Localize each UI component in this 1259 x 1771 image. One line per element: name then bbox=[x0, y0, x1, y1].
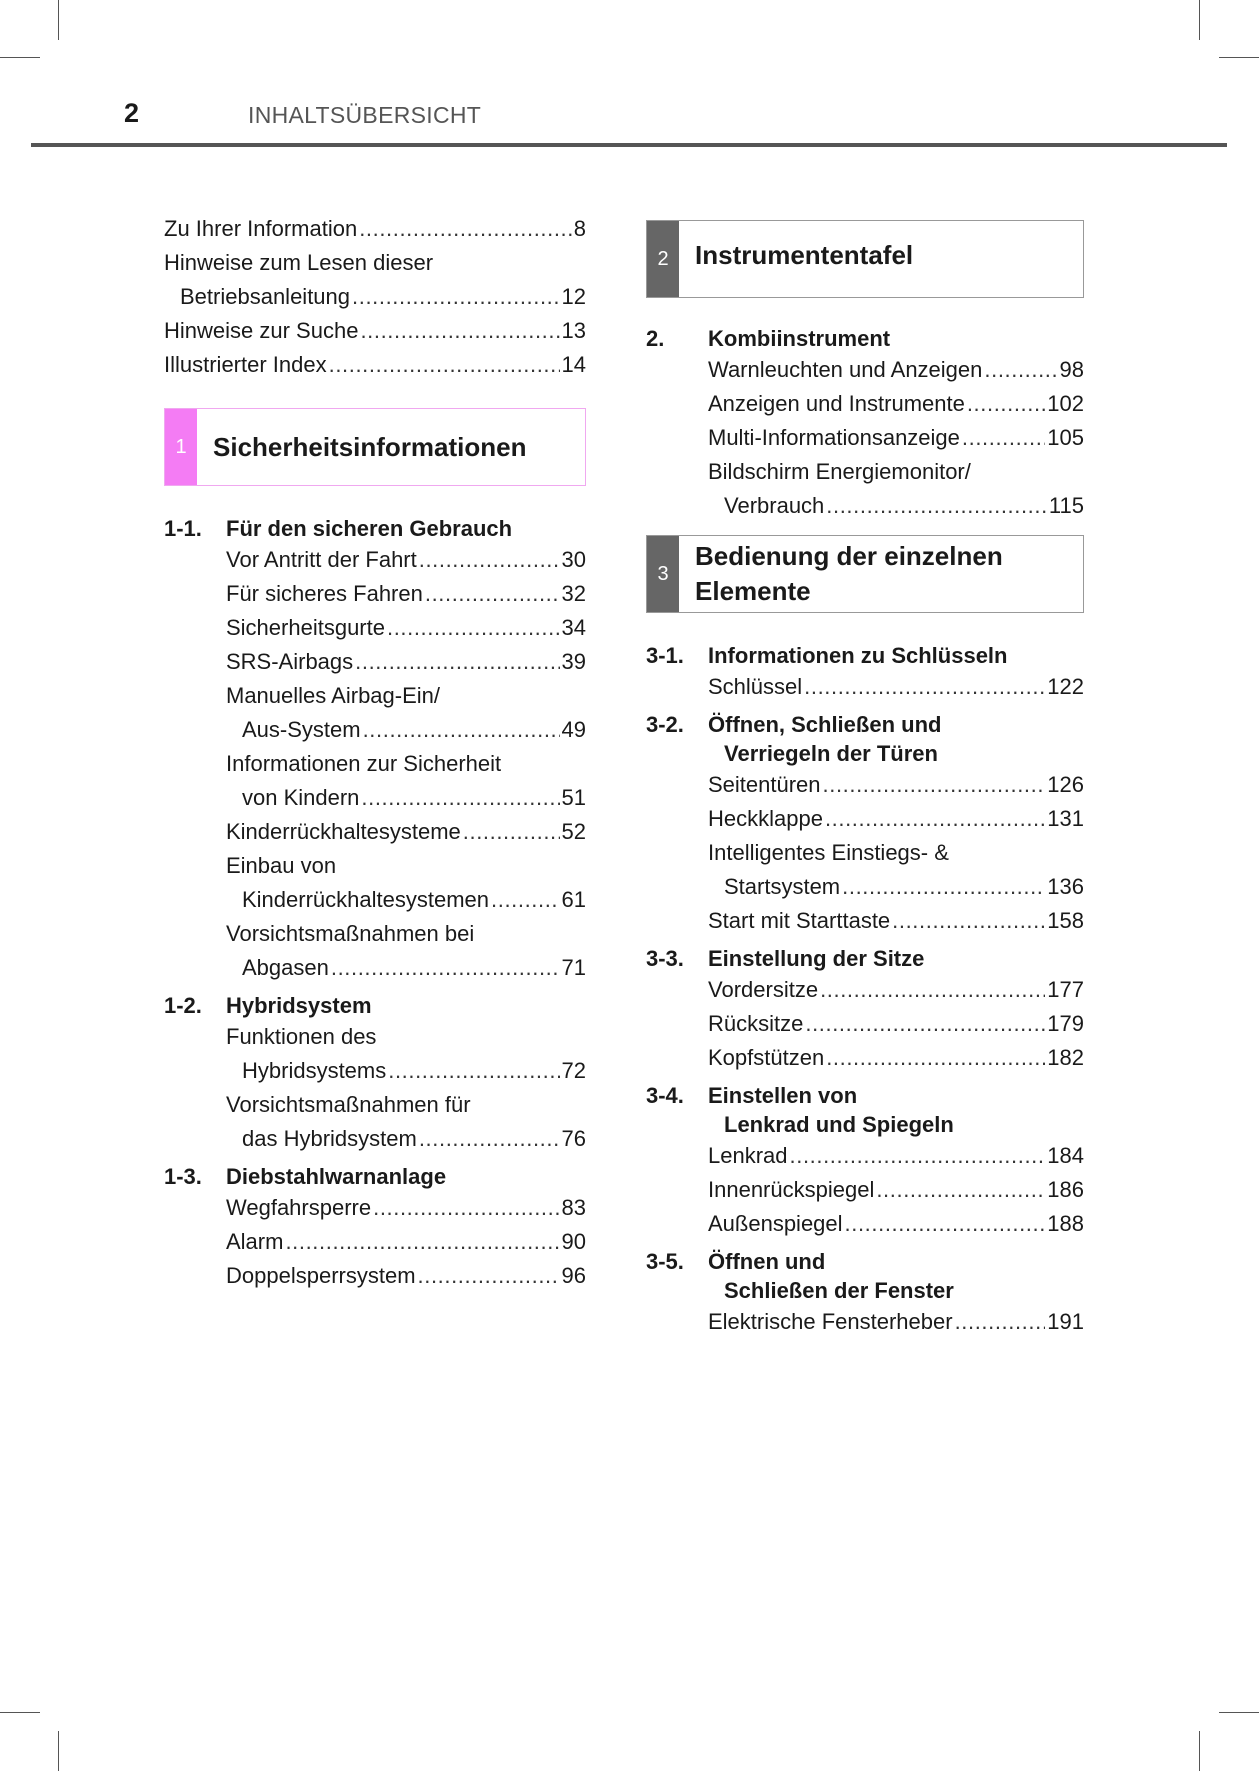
section-entries bbox=[646, 768, 1084, 938]
entry-text: Hinweise zur Suche bbox=[164, 318, 359, 343]
header-divider bbox=[31, 143, 1227, 147]
toc-entry[interactable]: Elektrische Fensterheber ..... 191 bbox=[708, 1305, 1084, 1339]
toc-entry[interactable]: Vorsichtsmaßnahmen bei Abgasen ..... 71 bbox=[226, 917, 586, 985]
section-heading[interactable]: 1-3. Diebstahlwarnanlage bbox=[164, 1164, 447, 1189]
section-heading[interactable]: 1-1. Für den sicheren Gebrauch bbox=[164, 516, 513, 541]
toc-entry[interactable]: Wegfahrsperre ..... 83 bbox=[226, 1191, 586, 1225]
section-entries bbox=[646, 353, 1084, 523]
page-ref: 8 bbox=[573, 216, 586, 241]
toc-entry[interactable]: Intelligentes Einstiegs- & Startsystem ..... 136 bbox=[708, 836, 1084, 904]
section-heading[interactable]: 2. Kombiinstrument bbox=[646, 326, 891, 351]
crop-mark bbox=[1219, 57, 1259, 58]
toc-left-column bbox=[164, 212, 586, 1293]
toc-entry[interactable]: Kinderrückhaltesysteme ..... 52 bbox=[226, 815, 586, 849]
section-entries bbox=[164, 1020, 586, 1156]
page-title: INHALTSÜBERSICHT bbox=[248, 102, 482, 128]
toc-entry[interactable]: SRS-Airbags ..... 39 bbox=[226, 645, 586, 679]
toc-entry[interactable]: Seitentüren ..... 126 bbox=[708, 768, 1084, 802]
toc-entry[interactable]: Für sicheres Fahren ..... 32 bbox=[226, 577, 586, 611]
toc-right-column bbox=[646, 220, 1084, 1339]
section-heading[interactable]: 3-2. Öffnen, Schließen und Verriegeln der Türen bbox=[646, 712, 942, 766]
toc-entry[interactable]: Doppelsperrsystem ..... 96 bbox=[226, 1259, 586, 1293]
section-entries bbox=[646, 973, 1084, 1075]
chapter-3-tab: 3 bbox=[647, 536, 679, 612]
toc-entry[interactable]: Manuelles Airbag-Ein/ Aus-System ..... 49 bbox=[226, 679, 586, 747]
chapter-3-title: Bedienung der einzelnen Elemente bbox=[695, 541, 1003, 606]
toc-entry[interactable]: Informationen zur Sicherheit von Kindern ..... 51 bbox=[226, 747, 586, 815]
toc-entry[interactable]: Einbau von Kinderrückhaltesystemen ..... 61 bbox=[226, 849, 586, 917]
section-entries bbox=[164, 543, 586, 985]
toc-entry[interactable] bbox=[164, 246, 586, 314]
section-heading[interactable]: 3-4. Einstellen von Lenkrad und Spiegeln bbox=[646, 1083, 954, 1137]
toc-entry[interactable]: Sicherheitsgurte ..... 34 bbox=[226, 611, 586, 645]
section-heading[interactable]: 3-3. Einstellung der Sitze bbox=[646, 946, 925, 971]
entry-text: Hinweise zum Lesen dieser bbox=[164, 250, 434, 275]
toc-entry[interactable] bbox=[164, 348, 586, 382]
toc-entry[interactable]: Kopfstützen ..... 182 bbox=[708, 1041, 1084, 1075]
entry-text-cont: Betriebsanleitung bbox=[180, 284, 351, 309]
section-entries bbox=[164, 1191, 586, 1293]
toc-entry[interactable] bbox=[164, 314, 586, 348]
toc-entry[interactable]: Bildschirm Energiemonitor/ Verbrauch ..... 115 bbox=[708, 455, 1084, 523]
toc-entry[interactable]: Funktionen des Hybridsystems ..... 72 bbox=[226, 1020, 586, 1088]
page-ref: 13 bbox=[561, 318, 586, 343]
section-heading[interactable]: 1-2. Hybridsystem bbox=[164, 993, 372, 1018]
toc-entry[interactable]: Vorsichtsmaßnahmen für das Hybridsystem ..... 76 bbox=[226, 1088, 586, 1156]
crop-mark bbox=[1219, 1712, 1259, 1713]
chapter-2-title: Instrumententafel bbox=[695, 240, 914, 270]
entry-text: Illustrierter Index bbox=[164, 352, 327, 377]
chapter-1-title: Sicherheitsinformationen bbox=[213, 432, 527, 462]
crop-mark bbox=[1199, 0, 1200, 40]
toc-entry[interactable]: Start mit Starttaste ..... 158 bbox=[708, 904, 1084, 938]
toc-entry[interactable]: Rücksitze ..... 179 bbox=[708, 1007, 1084, 1041]
crop-mark bbox=[58, 1731, 59, 1771]
section-heading[interactable]: 3-5. Öffnen und Schließen der Fenster bbox=[646, 1249, 954, 1303]
page-ref: 12 bbox=[561, 284, 586, 309]
chapter-2-tab: 2 bbox=[647, 221, 679, 297]
chapter-2-header[interactable] bbox=[646, 220, 1084, 298]
toc-entry[interactable]: Außenspiegel ..... 188 bbox=[708, 1207, 1084, 1241]
crop-mark bbox=[0, 57, 40, 58]
chapter-3-header[interactable] bbox=[646, 535, 1084, 613]
crop-mark bbox=[58, 0, 59, 40]
toc-entry[interactable]: Vor Antritt der Fahrt ..... 30 bbox=[226, 543, 586, 577]
crop-mark bbox=[0, 1712, 40, 1713]
crop-mark bbox=[1199, 1731, 1200, 1771]
section-entries bbox=[646, 670, 1084, 704]
toc-entry[interactable]: Lenkrad ..... 184 bbox=[708, 1139, 1084, 1173]
toc-entry[interactable]: Heckklappe ..... 131 bbox=[708, 802, 1084, 836]
toc-entry[interactable]: Anzeigen und Instrumente ..... 102 bbox=[708, 387, 1084, 421]
toc-entry[interactable]: Multi-Informationsanzeige ..... 105 bbox=[708, 421, 1084, 455]
chapter-1-header[interactable] bbox=[164, 408, 586, 486]
chapter-1-tab: 1 bbox=[165, 409, 197, 485]
entry-text: Zu Ihrer Information bbox=[164, 216, 358, 241]
page-number: 2 bbox=[124, 98, 140, 128]
toc-entry[interactable]: Innenrückspiegel ..... 186 bbox=[708, 1173, 1084, 1207]
page-ref: 14 bbox=[561, 352, 586, 377]
toc-entry[interactable] bbox=[164, 212, 586, 246]
section-heading[interactable]: 3-1. Informationen zu Schlüsseln bbox=[646, 643, 1008, 668]
toc-entry[interactable]: Schlüssel ..... 122 bbox=[708, 670, 1084, 704]
section-entries bbox=[646, 1305, 1084, 1339]
toc-entry[interactable]: Warnleuchten und Anzeigen ..... 98 bbox=[708, 353, 1084, 387]
toc-entry[interactable]: Alarm ..... 90 bbox=[226, 1225, 586, 1259]
section-entries bbox=[646, 1139, 1084, 1241]
toc-entry[interactable]: Vordersitze ..... 177 bbox=[708, 973, 1084, 1007]
